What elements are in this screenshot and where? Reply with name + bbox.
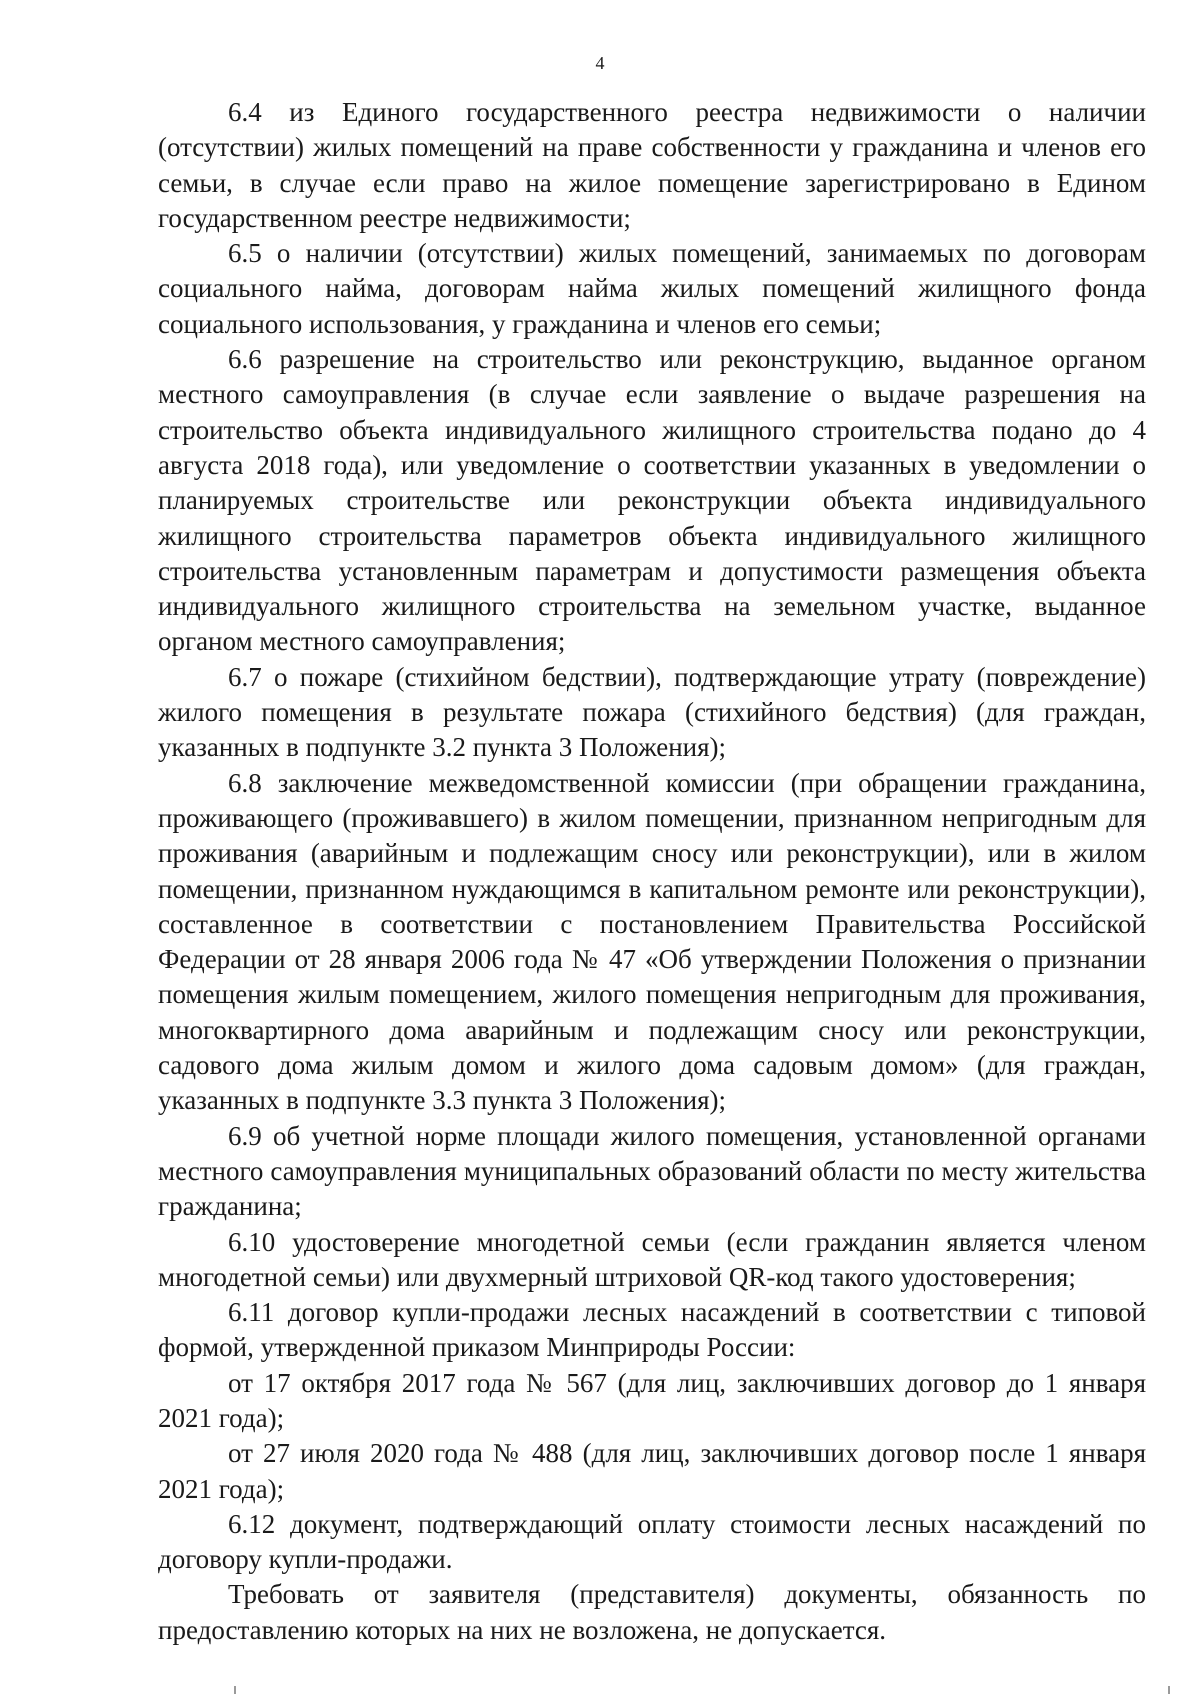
paragraph-6-9: 6.9 об учетной норме площади жилого помещения, установленной органами местного самоуправления муниципальных образований области по месту жительства гражданина;	[158, 1120, 1146, 1222]
document-body	[158, 95, 1146, 1648]
paragraph-6-11-order-2017: от 17 октября 2017 года № 567 (для лиц, заключивших договор до 1 января 2021 года);	[158, 1367, 1146, 1433]
paragraph-6-7: 6.7 о пожаре (стихийном бедствии), подтверждающие утрату (повреждение) жилого помещения в результате пожара (стихийного бедствия) (для граждан, указанных в подпункте 3.2 пункта 3 Положения);	[158, 661, 1146, 763]
paragraph-6-11-order-2020: от 27 июля 2020 года № 488 (для лиц, заключивших договор после 1 января 2021 года);	[158, 1438, 1146, 1504]
page-number: 4	[595, 53, 605, 73]
paragraph-closing-requirement: Требовать от заявителя (представителя) документы, обязанность по предоставлению которых на них не возложена, не допускается.	[158, 1579, 1146, 1645]
paragraph-6-4: 6.4 из Единого государственного реестра недвижимости о наличии (отсутствии) жилых помещений на праве собственности у гражданина и членов его семьи, в случае если право на жилое помещение зарегистрировано в Едином государственном реестре недвижимости;	[158, 97, 1146, 233]
paragraph-6-12: 6.12 документ, подтверждающий оплату стоимости лесных насаждений по договору купли-продажи.	[158, 1508, 1146, 1575]
paragraph-6-11: 6.11 договор купли-продажи лесных насаждений в соответствии с типовой формой, утвержденной приказом Минприроды России:	[158, 1297, 1146, 1363]
scan-mark-right	[1168, 1686, 1170, 1694]
paragraph-6-8: 6.8 заключение межведомственной комиссии (при обращении гражданина, проживающего (проживавшего) в жилом помещении, признанном непригодным для проживания (аварийным и подлежащим сносу или реконструкции), или в жилом помещении, признанном нуждающимся в капитальном ремонте или реконструкции), составленное в соответствии с постановлением Правительства Российской Федерации от 28 января 2006 года № 47 «Об утверждении Положения о признании помещения жилым помещением, жилого помещения непригодным для проживания, многоквартирного дома аварийным и подлежащим сносу или реконструкции, садового дома жилым домом и жилого дома садовым домом» (для граждан, указанных в подпункте 3.3 пункта 3 Положения);	[158, 767, 1146, 1116]
paragraph-6-6: 6.6 разрешение на строительство или реконструкцию, выданное органом местного самоуправления (в случае если заявление о выдаче разрешения на строительство объекта индивидуального жилищного строительства подано до 4 августа 2018 года), или уведомление о соответствии указанных в уведомлении о планируемых строительстве или реконструкции объекта индивидуального жилищного строительства параметров объекта индивидуального жилищного строительства установленным параметрам и допустимости размещения объекта индивидуального жилищного строительства на земельном участке, выданное органом местного самоуправления;	[158, 344, 1146, 657]
scan-mark-left	[234, 1686, 236, 1694]
paragraph-6-5: 6.5 о наличии (отсутствии) жилых помещений, занимаемых по договорам социального найма, договорам найма жилых помещений жилищного фонда социального использования, у гражданина и членов его семьи;	[158, 238, 1146, 339]
paragraph-6-10: 6.10 удостоверение многодетной семьи (если гражданин является членом многодетной семьи) или двухмерный штриховой QR-код такого удостоверения;	[158, 1226, 1146, 1292]
